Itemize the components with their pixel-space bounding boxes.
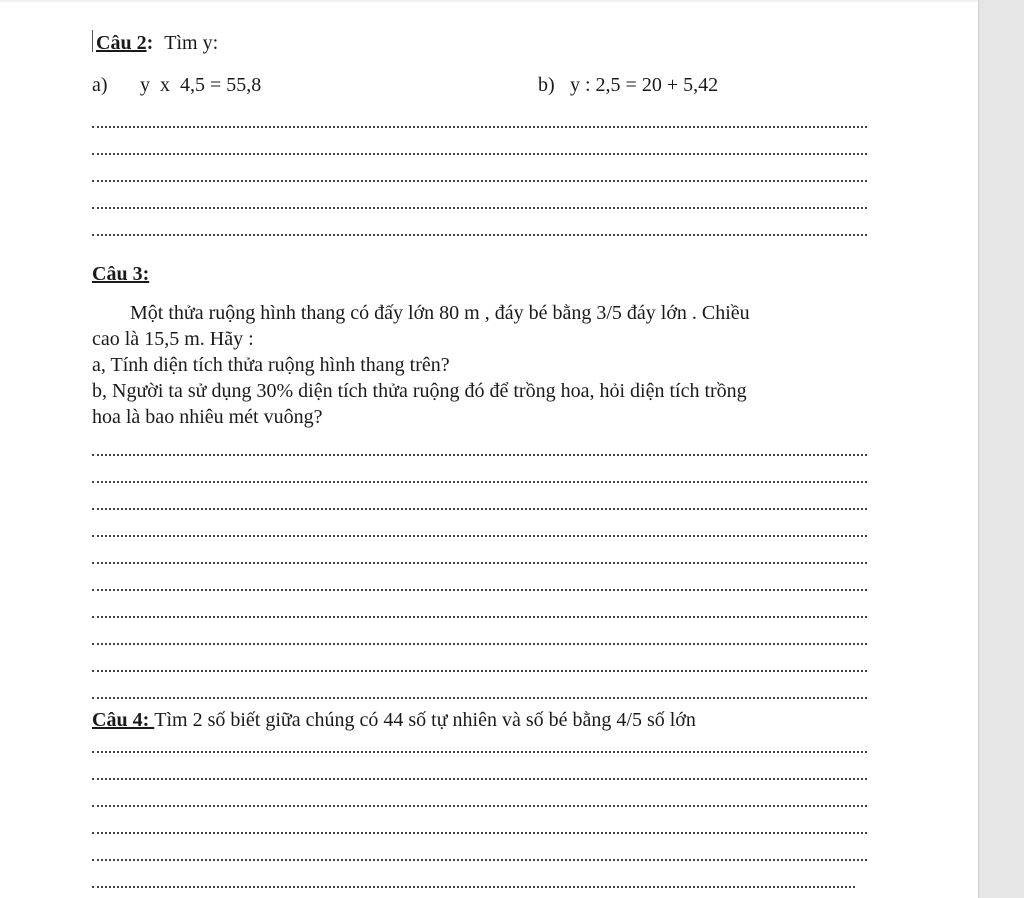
cau2-b-label: b): [538, 74, 555, 96]
answer-line: [92, 454, 867, 456]
answer-line: [92, 207, 867, 209]
answer-line: [92, 697, 867, 699]
answer-line: [92, 535, 867, 537]
cau2-a-label: a): [92, 74, 108, 96]
answer-line: [92, 508, 867, 510]
answer-line: [92, 751, 867, 753]
cau2-colon: :: [146, 32, 154, 54]
cau4-heading: Câu 4:: [92, 709, 155, 731]
answer-line: [92, 481, 867, 483]
cau3-heading: Câu 3:: [92, 263, 150, 285]
answer-line: [92, 589, 867, 591]
answer-line: [92, 616, 867, 618]
cau3-line: a, Tính diện tích thửa ruộng hình thang trên?: [92, 354, 450, 376]
window-margin: [979, 0, 1024, 898]
answer-line: [92, 886, 855, 888]
cau3-line: Một thửa ruộng hình thang có đấy lớn 80 m , đáy bé bằng 3/5 đáy lớn . Chiều: [130, 302, 750, 324]
answer-line: [92, 180, 867, 182]
answer-line: [92, 859, 867, 861]
cau4-row: [92, 708, 696, 732]
answer-line: [92, 234, 867, 236]
answer-line: [92, 643, 867, 645]
cau4-text: Tìm 2 số biết giữa chúng có 44 số tự nhiên và số bé bằng 4/5 số lớn: [154, 709, 696, 731]
cau3-problem: [92, 300, 872, 430]
cau3-line: cao là 15,5 m. Hãy :: [92, 328, 254, 350]
page-edge: [0, 0, 978, 2]
answer-line: [92, 126, 867, 128]
margin-marker: [92, 30, 93, 52]
cau3-line: hoa là bao nhiêu mét vuông?: [92, 406, 323, 428]
cau2-task: Tìm y:: [164, 32, 219, 54]
cau2-b-expression: y : 2,5 = 20 + 5,42: [570, 74, 719, 96]
answer-line: [92, 562, 867, 564]
answer-line: [92, 670, 867, 672]
answer-line: [92, 153, 867, 155]
cau3-line: b, Người ta sử dụng 30% diện tích thửa ruộng đó để trồng hoa, hỏi diện tích trồng: [92, 380, 747, 402]
answer-line: [92, 832, 867, 834]
answer-line: [92, 805, 867, 807]
cau2-title-row: [96, 31, 218, 55]
cau2-heading: Câu 2: [96, 32, 147, 54]
cau2-a-expression: y x 4,5 = 55,8: [140, 74, 262, 96]
answer-line: [92, 778, 867, 780]
